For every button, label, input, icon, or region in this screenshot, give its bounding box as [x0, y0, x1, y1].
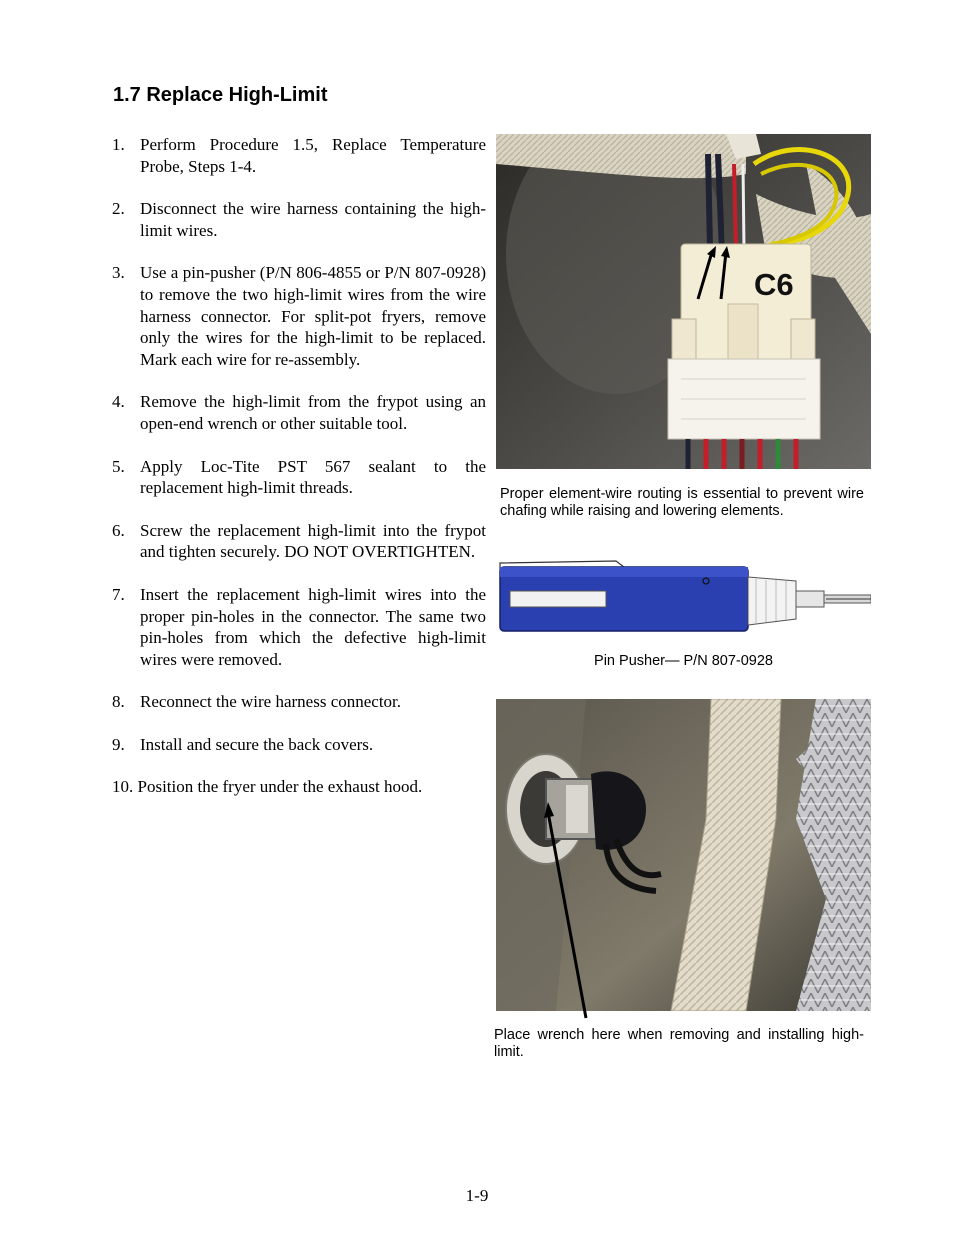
connector-caption: Proper element-wire routing is essential to prevent wire chafing while raising and lowering elements. [500, 486, 864, 519]
step-number: 5. [112, 456, 125, 476]
step-3 [112, 262, 486, 370]
step-number: 6. [112, 520, 125, 540]
connector-photo-graphic [496, 134, 871, 469]
pin-pusher-illustration [496, 553, 871, 635]
step-text: Install and secure the back covers. [140, 734, 374, 754]
step-text: Apply Loc-Tite PST 567 sealant to the replacement high-limit threads. [140, 456, 486, 498]
step-number: 10. [112, 777, 134, 797]
wrench-pointer-line [540, 800, 600, 1020]
step-text: Position the fryer under the exhaust hood. [137, 777, 423, 797]
step-text: Perform Procedure 1.5, Replace Temperature Probe, Steps 1-4. [140, 135, 486, 176]
connector-photo [496, 134, 871, 469]
step-number: 4. [112, 392, 125, 412]
step-text: Insert the replacement high-limit wires into the proper pin-holes in the connector. The same two pin-holes from which the defective high-limit wires were removed. [140, 584, 486, 669]
step-7 [112, 584, 486, 670]
step-number: 3. [112, 263, 125, 283]
procedure-steps [112, 134, 486, 819]
step-number: 9. [112, 734, 125, 754]
wrench-caption: Place wrench here when removing and installing high-limit. [494, 1027, 864, 1060]
step-text: Disconnect the wire harness containing the high-limit wires. [140, 199, 486, 240]
step-text: Use a pin-pusher (P/N 806-4855 or P/N 807-0928) to remove the two high-limit wires from the wire harness connector. For split-pot fryers, remove only the wires for the high-limit to be replaced. Mark each wire for re-assembly. [140, 263, 486, 369]
step-9 [112, 734, 486, 756]
section-title: 1.7 Replace High-Limit [113, 84, 328, 106]
step-text: Remove the high-limit from the frypot using an open-end wrench or other suitable tool. [140, 392, 486, 433]
step-10 [112, 776, 486, 798]
step-text: Screw the replacement high-limit into the frypot and tighten securely. DO NOT OVERTIGHTEN. [140, 520, 486, 562]
step-8 [112, 691, 486, 713]
pin-pusher-caption: Pin Pusher— P/N 807-0928 [594, 653, 773, 669]
step-1 [112, 134, 486, 177]
step-number: 8. [112, 692, 125, 712]
step-2 [112, 198, 486, 241]
step-6 [112, 520, 486, 563]
step-number: 2. [112, 199, 125, 219]
step-number: 7. [112, 584, 125, 604]
step-text: Reconnect the wire harness connector. [140, 692, 402, 712]
step-5 [112, 456, 486, 499]
step-number: 1. [112, 135, 125, 154]
page-number: 1-9 [465, 1186, 489, 1205]
step-4 [112, 391, 486, 434]
connector-label: C6 [754, 267, 794, 302]
pin-pusher-graphic [496, 553, 871, 635]
